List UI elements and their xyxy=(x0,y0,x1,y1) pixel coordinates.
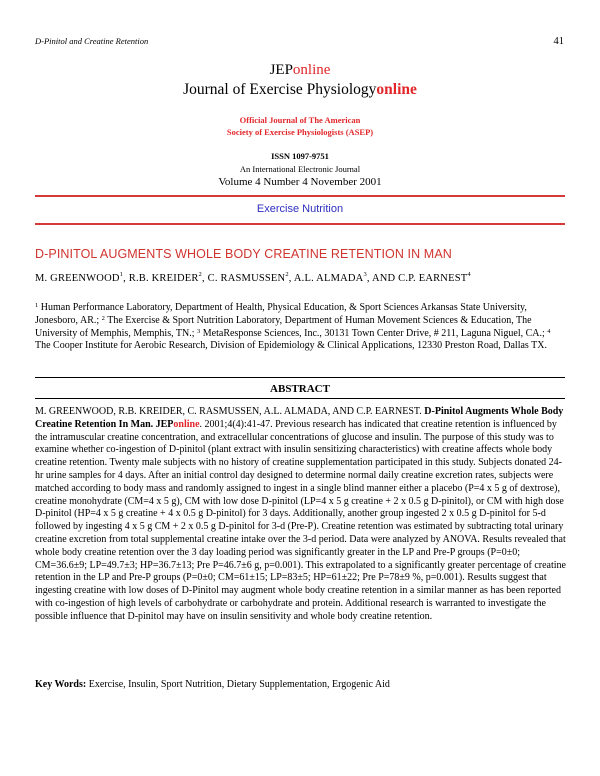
divider-top xyxy=(35,195,565,197)
divider-abstract-top xyxy=(35,377,565,378)
affiliations: $^1$ Human Performance Laboratory, Department of Health, Physical Education, & Sport Sciences Arkansas State University, Jonesboro, AR.; $^2$ The Exercise & Sport Nutrition Laboratory, Department of Human Movement Sciences & Education, The University of Memphis, Memphis, TN.; $^3$ MetaResponse Sciences, Inc., 30131 Town Center Drive, # 211, Laguna Niguel, CA.; $^4$ The Cooper Institute for Aerobic Research, Division of Epidemiology & Clinical Applications, 12330 Preston Road, Dallas TX. xyxy=(35,302,551,352)
keywords: Key Words: Exercise, Insulin, Sport Nutrition, Dietary Supplementation, Ergogenic Aid xyxy=(35,679,390,690)
page-number: 41 xyxy=(553,36,564,47)
issn: ISSN 1097-9751 xyxy=(271,151,329,161)
running-header: D-Pinitol and Creatine Retention xyxy=(35,36,149,46)
author-list xyxy=(35,273,471,284)
journal-subtitle: An International Electronic Journal xyxy=(239,164,361,174)
author: R.B. KREIDER$^2$, xyxy=(128,271,208,284)
divider-abstract-bottom xyxy=(35,398,565,399)
section-name: Exercise Nutrition xyxy=(256,203,344,215)
author: A.L. ALMADA$^3$, AND xyxy=(293,271,399,284)
official-journal-note: Official Journal of The American Society of Exercise Physiologists (ASEP) xyxy=(226,115,374,137)
author: M. GREENWOOD$^1$, xyxy=(35,271,129,284)
author: C. RASMUSSEN$^2$, xyxy=(207,271,294,284)
author: C.P. EARNEST$^4$ xyxy=(398,271,471,284)
journal-short-suffix: online xyxy=(292,62,331,78)
journal-short-name: JEPonline xyxy=(269,62,331,78)
journal-full-suffix: online xyxy=(376,81,417,98)
citation-title: D-Pinitol Augments Whole Body Creatine Retention In Man. JEPonline xyxy=(35,406,564,430)
journal-full-name: Journal of Exercise Physiologyonline xyxy=(183,81,417,98)
abstract-body: M. GREENWOOD, R.B. KREIDER, C. RASMUSSEN, A.L. ALMADA, AND C.P. EARNEST. D-Pinitol Augments Whole Body Creatine Retention In Man. JEPonline. 2001;4(4):41-47. Previous research has indicated that creatine retention is influenced by the intramuscular creatine concentration, and extracellular concentrations of glucose and insulin. The purpose of this study was to examine whether co-ingestion of D-pinitol (plant extract with insulin sensitizing characteristics) with creatine affects whole body creatine retention. Twenty male subjects with no history of creatine supplementation participated in this study. Subjects donated 24-hr urine samples for 4 days. After an initial control day designed to determine normal daily creatine excretion rates, subjects were matched according to body mass and randomly assigned to ingest in a single blind manner either a placebo (P=4 x 5 g of dextrose), creatine monohydrate (CM=4 x 5 g), CM with low dose D-pinitol (LP=4 x 5 g creatine + 2 x 0.5 g D-pinitol), or CM with high dose D-pinitol (HP=4 x 5 g creatine + 4 x 0.5 g D-pinitol) for 3 days. Additionally, another group ingested 2 x 0.5 g D-pinitol for 5-d followed by ingesting 4 x 5 g CM + 2 x 0.5 g D-pinitol for 3-d (Pre-P). Creatine retention was estimated by subtracting total urinary creatine excretion from total supplemental creatine intake over the 3-d period. Data were analyzed by ANOVA. Results revealed that whole body creatine retention over the 3 day loading period was significantly greater in the LP and Pre-P groups (P=0±0; CM=36.6±9; LP=49.7±3; HP=36.7±13; Pre P=46.7±6 g, p=0.001). This extrapolated to a significantly greater percentage of creatine retention in the LP and Pre-P groups (P=0±0; CM=61±15; LP=83±5; HP=61±22; Pre P=78±9 %, p=0.001). Results suggest that ingesting creatine with low doses of D-Pinitol may augment whole body creatine retention in a similar manner as has been reported with co-ingestion of high levels of carbohydrate or carbohydrate and protein. Additional research is warranted to investigate the possible influence that D-pinitol may have on insulin sensitivity and whole body creatine retention. xyxy=(35,406,566,622)
divider-section xyxy=(35,223,565,225)
volume-info: Volume 4 Number 4 November 2001 xyxy=(218,176,382,188)
abstract-heading: ABSTRACT xyxy=(270,383,330,395)
article-title: D-PINITOL AUGMENTS WHOLE BODY CREATINE RETENTION IN MAN xyxy=(35,247,452,261)
